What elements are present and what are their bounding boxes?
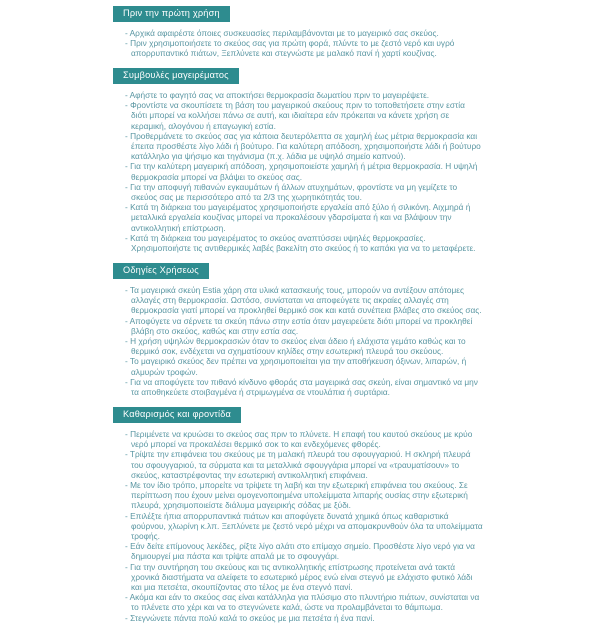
bullet-text: Αποφύγετε να σέρνετε τα σκεύη πάνω στην εστία όταν μαγειρεύετε διότι μπορεί να προκληθεί βλάβη στο σκεύος, καθώς και στην εστία σας. <box>129 315 473 336</box>
sections <box>113 3 600 623</box>
bullet-text: Φροντίστε να σκουπίσετε τη βάση του μαγειρικού σκεύους πριν το τοποθετήσετε στην εστία διότι μπορεί να κολλήσει πάνω σε αυτή, και ιδιαίτερα εάν πρόκειται να κάνετε χρήση σε κεραμική, αλογόνου ή επαγωγική εστία. <box>130 100 465 131</box>
bullet-dash-icon: - <box>125 376 131 387</box>
bullet-dash-icon: - <box>125 449 130 460</box>
bullet-item <box>125 90 483 100</box>
bullet-item <box>125 100 483 131</box>
bullet-item <box>125 480 483 511</box>
bullet-item <box>125 131 483 162</box>
bullet-dash-icon: - <box>125 428 131 439</box>
bullet-item <box>125 356 483 376</box>
bullet-dash-icon: - <box>125 130 131 141</box>
bullet-item <box>125 233 483 253</box>
bullet-text: Για να αποφύγετε τον πιθανό κίνδυνο φθοράς στα μαγειρικά σας σκεύη, είναι σημαντικό να μην τα αποθηκεύετε στοιβαγμένα ή στριμωγμένα σε ντουλάπια ή συρτάρια. <box>130 376 478 397</box>
bullet-text: Στεγνώνετε πάντα πολύ καλά το σκεύος με μια πετσέτα ή ένα πανί. <box>130 612 375 623</box>
bullet-dash-icon: - <box>125 37 131 48</box>
bullet-item <box>125 285 483 316</box>
bullet-text: Τρίψτε την επιφάνεια του σκεύους με τη μαλακή πλευρά του σφουγγαριού. Η σκληρή πλευρά του σφουγγαριού, τα σύρματα και τα μεταλλικά σφουγγάρια μπορεί να «τραυματίσουν» το σκεύος, καταστρέφοντας την εσωτερική αντικολλητική επιφάνεια. <box>129 449 471 480</box>
bullet-item <box>125 429 483 449</box>
bullet-item <box>125 38 483 58</box>
bullet-list <box>113 90 483 253</box>
bullet-dash-icon: - <box>125 479 131 490</box>
bullet-dash-icon: - <box>125 100 131 111</box>
bullet-text: Για την καλύτερη μαγειρική απόδοση, χρησιμοποιείστε χαμηλή ή μέτρια θερμοκρασία. Η υψηλή θερμοκρασία μπορεί να βλάψει το σκεύος σας. <box>130 161 478 182</box>
bullet-item <box>125 28 483 38</box>
section-title-badge <box>113 263 209 279</box>
bullet-item <box>125 336 483 356</box>
bullet-text: Η χρήση υψηλών θερμοκρασιών όταν το σκεύος είναι άδειο ή ελάχιστα γεμάτο καθώς και το θερμικό σοκ, ενδέχεται να σχηματίσουν κηλίδες στην εσωτερική πλευρά του σκεύους. <box>130 335 466 357</box>
section-title-badge <box>113 6 230 22</box>
bullet-dash-icon: - <box>125 90 130 101</box>
bullet-item <box>125 449 483 480</box>
bullet-item <box>125 511 483 542</box>
bullet-list <box>113 28 483 59</box>
bullet-text: Εάν δείτε επίμονους λεκέδες, ρίξτε λίγο αλάτι στο επίμαχο σημείο. Προσθέστε λίγο νερό για να δημιουργεί μια πάστα και τρίψτε απαλά με το σφουγγάρι. <box>130 541 475 562</box>
bullet-text: Επιλέξτε ήπια απορρυπαντικά πιάτων και αποφύγετε δυνατά χημικά όπως καθαριστικά φούρνου, χλωρίνη κ.λπ. Ξεπλύνετε με ζεστό νερό μέχρι να απομακρυνθούν όλα τα υπολείμματα τροφής. <box>130 510 483 541</box>
bullet-text: Πριν χρησιμοποιήσετε το σκεύος σας για πρώτη φορά, πλύντε το με ζεστό νερό και υγρό απορρυπαντικό πιάτων, Ξεπλύνετε και στεγνώστε με μαλακό πανί ή χαρτί κουζίνας. <box>130 37 455 59</box>
bullet-dash-icon: - <box>125 202 131 213</box>
bullet-dash-icon: - <box>125 27 130 38</box>
bullet-text: Κατά τη διάρκεια του μαγειρέματος χρησιμοποιήστε εργαλεία από ξύλο ή σιλικόνη. Αιχμηρά ή μεταλλικά εργαλεία κουζίνας μπορεί να προκαλέσουν γδαρσίματα ή και να βλάψουν την αντικολλητική επίστρωση. <box>130 202 471 233</box>
bullet-text: Με τον ίδιο τρόπο, μπορείτε να τρίψετε τη λαβή και την εξωτερική επιφάνεια του σκεύους. Σε περίπτωση που έχουν μείνει ομογενοποιημένα υπολείμματα λιπαρής ουσίας στην εξωτερική πλευρά, χρησιμοποιείστε διάλυμα μαγειρικής σόδας με ξύδι. <box>130 479 468 511</box>
bullet-dash-icon: - <box>125 232 131 243</box>
section-title: Πριν την πρώτη χρήση <box>123 8 220 18</box>
bullet-text: Κατά τη διάρκεια του μαγειρέματος το σκεύος αναπτύσσει υψηλές θερμοκρασίες. Χρησιμοποιήστε τις αντιθερμικές λαβές βακελίτη στο σκεύος ή το καπάκι για να το μεταφέρετε. <box>130 232 476 254</box>
bullet-item <box>125 202 483 233</box>
bullet-list <box>113 285 483 397</box>
section-title-badge <box>113 407 241 423</box>
bullet-text: Για την συντήρηση του σκεύους και τις αντικολλητικής επίστρωσης προτείνεται ανά τακτά χρονικά διαστήματα να αλείφετε το εσωτερικό μέρος ενώ είναι στεγνό με ελάχιστο φυτικό λάδι και μια πετσέτα, σκουπίζοντας στο τέλος με ένα στεγνό πανί. <box>130 561 473 592</box>
bullet-text: Αρχικά αφαιρέστε όποιες συσκευασίες περιλαμβάνονται με το μαγειρικό σας σκεύος. <box>129 27 439 38</box>
bullet-text: Προθερμάνετε το σκεύος σας για κάποια δευτερόλεπτα σε χαμηλή έως μέτρια θερμοκρασία και έπειτα προσθέστε λίγο λάδι ή βούτυρο. Για καλύτερη απόδοση, χρησιμοποιήστε λάδι ή βούτυρο κατάλληλο για ψήσιμο και τηγάνισμα (π.χ. λάδια με υψηλό σημείο καπνού). <box>130 130 481 162</box>
bullet-text: Για την αποφυγή πιθανών εγκαυμάτων ή άλλων ατυχημάτων, φροντίστε να μη γεμίζετε το σκεύος σας με περισσότερο από τα 2/3 της χωρητικότητάς του. <box>130 181 458 203</box>
bullet-dash-icon: - <box>125 356 130 367</box>
bullet-text: Ακόμα και εάν το σκεύος σας είναι κατάλληλα για πλύσιμο στο πλυντήριο πιάτων, συνίσταται να το πλένετε στο χέρι και να το στεγνώνετε καλά, ώστε να προλαμβάνεται το θάμπωμα. <box>129 592 480 613</box>
instruction-section <box>113 404 600 623</box>
bullet-list <box>113 429 483 623</box>
bullet-item <box>125 161 483 181</box>
bullet-dash-icon: - <box>125 541 131 552</box>
section-title: Οδηγίες Χρήσεως <box>123 265 199 276</box>
bullet-item <box>125 377 483 397</box>
section-title: Καθαρισμός και φροντίδα <box>123 409 232 420</box>
bullet-item <box>125 562 483 593</box>
bullet-item <box>125 613 483 623</box>
bullet-text: Τα μαγειρικά σκεύη Estia χάρη στα υλικά κατασκευής τους, μπορούν να αντέξουν απότομες αλλαγές στη θερμοκρασία. Ωστόσο, συνίσταται να αποφεύγετε τις ακραίες αλλαγές στη θερμοκρασία γιατί μπορεί να προκληθεί θερμικό σοκ και κατά συνέπεια βλάβες στο σκεύος σας. <box>129 284 482 316</box>
bullet-dash-icon: - <box>125 335 131 346</box>
instruction-section <box>113 3 600 58</box>
bullet-dash-icon: - <box>125 315 130 326</box>
bullet-item <box>125 182 483 202</box>
section-title-badge <box>113 68 239 84</box>
bullet-item <box>125 316 483 336</box>
bullet-dash-icon: - <box>125 592 130 603</box>
bullet-text: Το μαγειρικό σκεύος δεν πρέπει να χρησιμοποιείται για την αποθήκευση όξινων, λιπαρών, ή αλμυρών τροφών. <box>129 356 467 377</box>
bullet-text: Αφήστε το φαγητό σας να αποκτήσει θερμοκρασία δωματίου πριν το μαγειρέψετε. <box>129 90 430 101</box>
bullet-text: Περιμένετε να κρυώσει το σκεύος σας πριν το πλύνετε. Η επαφή του καυτού σκεύους με κρύο νερό μπορεί να προκαλέσει θερμικό σοκ το και ενδεχόμενες φθορές. <box>130 428 473 450</box>
bullet-dash-icon: - <box>125 612 131 623</box>
instruction-section <box>113 65 600 253</box>
bullet-dash-icon: - <box>125 284 130 295</box>
bullet-dash-icon: - <box>125 181 131 192</box>
bullet-dash-icon: - <box>125 561 131 572</box>
bullet-item <box>125 541 483 561</box>
bullet-dash-icon: - <box>125 161 131 172</box>
bullet-dash-icon: - <box>125 510 131 521</box>
instruction-section <box>113 260 600 397</box>
section-title: Συμβουλές μαγειρέματος <box>123 70 229 81</box>
bullet-item <box>125 592 483 612</box>
